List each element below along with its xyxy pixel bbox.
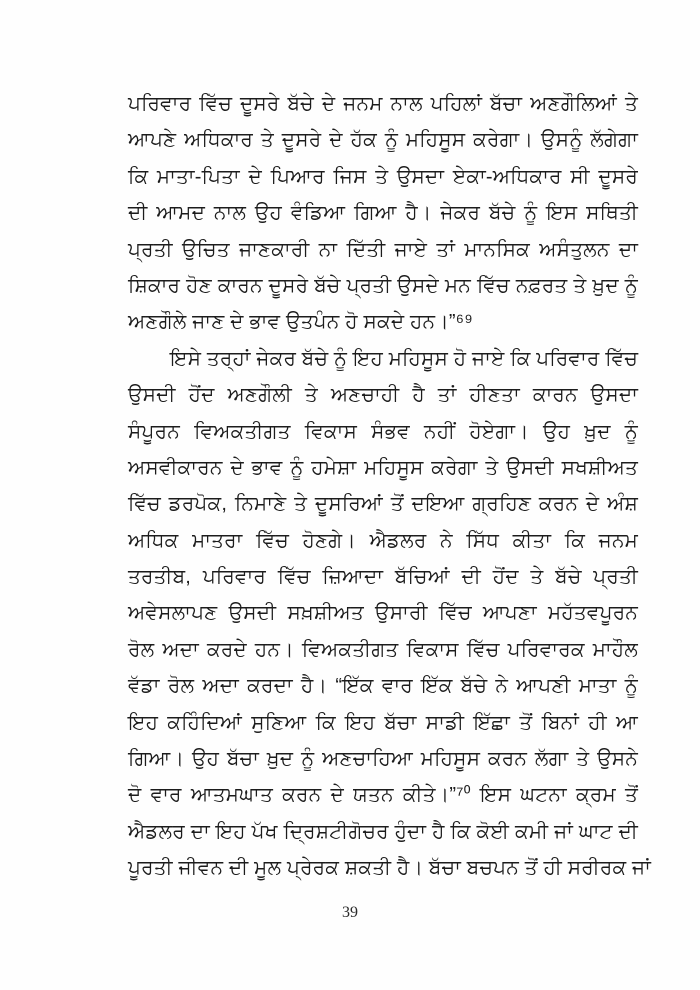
text-line-with-footnote-70: ਦੋ ਵਾਰ ਆਤਮਘਾਤ ਕਰਨ ਦੇ ਯਤਨ ਕੀਤੇ।”⁷⁰ ਇਸ ਘਟਨਾ ਕ੍ਰਮ ਤੋਂ: [128, 784, 638, 807]
text-line: ਵੱਡਾ ਰੋਲ ਅਦਾ ਕਰਦਾ ਹੈ। “ਇੱਕ ਵਾਰ ਇੱਕ ਬੱਚੇ ਨੇ ਆਪਣੀ ਮਾਤਾ ਨੂੰ: [128, 675, 638, 698]
text-line: ਇਹ ਕਹਿੰਦਿਆਂ ਸੁਣਿਆ ਕਿ ਇਹ ਬੱਚਾ ਸਾਡੀ ਇੱਛਾ ਤੋਂ ਬਿਨਾਂ ਹੀ ਆ: [128, 711, 638, 734]
paragraph: [128, 341, 651, 887]
page-number: 39: [342, 904, 358, 921]
text-line: ਕਿ ਮਾਤਾ-ਪਿਤਾ ਦੇ ਪਿਆਰ ਜਿਸ ਤੇ ਉਸਦਾ ਏਕਾ-ਅਧਿਕਾਰ ਸੀ ਦੂਸਰੇ: [128, 165, 638, 188]
text-line: ਐਡਲਰ ਦਾ ਇਹ ਪੱਖ ਦ੍ਰਿਸ਼ਟੀਗੋਚਰ ਹੁੰਦਾ ਹੈ ਕਿ ਕੋਈ ਕਮੀ ਜਾਂ ਘਾਟ ਦੀ: [128, 820, 638, 843]
paragraph: [128, 86, 638, 341]
text-line: ਇਸੇ ਤਰ੍ਹਾਂ ਜੇਕਰ ਬੱਚੇ ਨੂੰ ਇਹ ਮਹਿਸੂਸ ਹੋ ਜਾਏ ਕਿ ਪਰਿਵਾਰ ਵਿੱਚ: [170, 347, 639, 370]
text-line: ਪ੍ਰਤੀ ਉਚਿਤ ਜਾਣਕਾਰੀ ਨਾ ਦਿੱਤੀ ਜਾਏ ਤਾਂ ਮਾਨਸਿਕ ਅਸੰਤੁਲਨ ਦਾ: [128, 238, 638, 261]
text-line: ਉਸਦੀ ਹੋਂਦ ਅਣਗੌਲੀ ਤੇ ਅਣਚਾਹੀ ਹੈ ਤਾਂ ਹੀਣਤਾ ਕਾਰਨ ਉਸਦਾ: [128, 384, 638, 407]
text-line: ਤਰਤੀਬ, ਪਰਿਵਾਰ ਵਿੱਚ ਜ਼ਿਆਦਾ ਬੱਚਿਆਂ ਦੀ ਹੋਂਦ ਤੇ ਬੱਚੇ ਪ੍ਰਤੀ: [128, 566, 638, 589]
text-line: ਵਿੱਚ ਡਰਪੋਕ, ਨਿਮਾਣੇ ਤੇ ਦੂਸਰਿਆਂ ਤੋਂ ਦਇਆ ਗ੍ਰਹਿਣ ਕਰਨ ਦੇ ਅੰਸ਼: [128, 493, 638, 516]
text-line: ਅਸਵੀਕਾਰਨ ਦੇ ਭਾਵ ਨੂੰ ਹਮੇਸ਼ਾ ਮਹਿਸੂਸ ਕਰੇਗਾ ਤੇ ਉਸਦੀ ਸਖਸ਼ੀਅਤ: [128, 456, 638, 479]
text-line: ਅਵੇਸਲਾਪਣ ਉਸਦੀ ਸਖ਼ਸ਼ੀਅਤ ਉਸਾਰੀ ਵਿੱਚ ਆਪਣਾ ਮਹੱਤਵਪੂਰਨ: [128, 602, 638, 625]
text-line-with-footnote-69: ਅਣਗੌਲੇ ਜਾਣ ਦੇ ਭਾਵ ਉਤਪੰਨ ਹੋ ਸਕਦੇ ਹਨ।”⁶⁹: [128, 311, 473, 334]
text-line: ਗਿਆ। ਉਹ ਬੱਚਾ ਖ਼ੁਦ ਨੂੰ ਅਣਚਾਹਿਆ ਮਹਿਸੂਸ ਕਰਨ ਲੱਗਾ ਤੇ ਉਸਨੇ: [128, 748, 638, 771]
text-line: ਪਰਿਵਾਰ ਵਿੱਚ ਦੂਸਰੇ ਬੱਚੇ ਦੇ ਜਨਮ ਨਾਲ ਪਹਿਲਾਂ ਬੱਚਾ ਅਣਗੌਲਿਆਂ ਤੇ: [128, 93, 638, 115]
text-line: ਆਪਣੇ ਅਧਿਕਾਰ ਤੇ ਦੂਸਰੇ ਦੇ ਹੱਕ ਨੂੰ ਮਹਿਸੂਸ ਕਰੇਗਾ। ਉਸਨੂੰ ਲੱਗੇਗਾ: [128, 129, 638, 152]
text-line: ਦੀ ਆਮਦ ਨਾਲ ਉਹ ਵੰਡਿਆ ਗਿਆ ਹੈ। ਜੇਕਰ ਬੱਚੇ ਨੂੰ ਇਸ ਸਥਿਤੀ: [128, 202, 638, 225]
text-line: ਪੂਰਤੀ ਜੀਵਨ ਦੀ ਮੂਲ ਪ੍ਰੇਰਕ ਸ਼ਕਤੀ ਹੈ। ਬੱਚਾ ਬਚਪਨ ਤੋਂ ਹੀ ਸਰੀਰਕ ਜਾਂ: [128, 857, 651, 880]
text-line: ਸ਼ਿਕਾਰ ਹੋਣ ਕਾਰਨ ਦੂਸਰੇ ਬੱਚੇ ਪ੍ਰਤੀ ਉਸਦੇ ਮਨ ਵਿੱਚ ਨਫ਼ਰਤ ਤੇ ਖ਼ੁਦ ਨੂੰ: [128, 274, 638, 297]
text-line: ਅਧਿਕ ਮਾਤਰਾ ਵਿੱਚ ਹੋਣਗੇ। ਐਡਲਰ ਨੇ ਸਿੱਧ ਕੀਤਾ ਕਿ ਜਨਮ: [128, 529, 638, 552]
body-text: [128, 86, 651, 887]
text-line: ਰੋਲ ਅਦਾ ਕਰਦੇ ਹਨ। ਵਿਅਕਤੀਗਤ ਵਿਕਾਸ ਵਿੱਚ ਪਰਿਵਾਰਕ ਮਾਹੌਲ: [128, 638, 638, 661]
text-line: ਸੰਪੂਰਨ ਵਿਅਕਤੀਗਤ ਵਿਕਾਸ ਸੰਭਵ ਨਹੀਂ ਹੋਏਗਾ। ਉਹ ਖ਼ੁਦ ਨੂੰ: [128, 420, 638, 443]
